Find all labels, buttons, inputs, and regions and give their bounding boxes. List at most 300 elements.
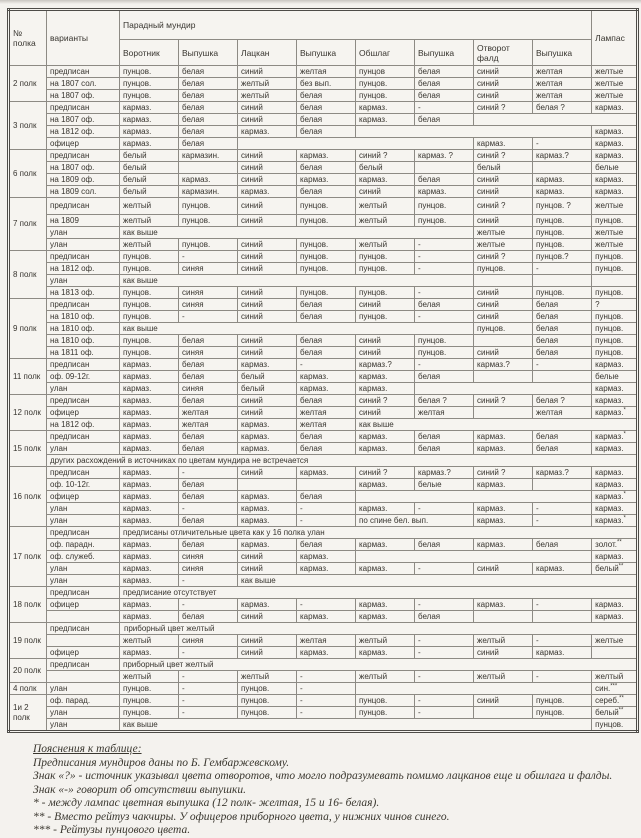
value-cell: желтый — [592, 671, 638, 683]
value-cell: пунцов. — [592, 287, 638, 299]
value-cell: желтая — [533, 90, 592, 102]
value-cell: кармаз. — [120, 395, 179, 407]
value-cell: белая — [179, 515, 238, 527]
value-cell: кармаз. — [238, 539, 297, 551]
span-cell: как выше — [120, 323, 474, 335]
value-cell: желтая — [533, 66, 592, 78]
value-cell: - — [415, 251, 474, 263]
value-cell: - — [297, 515, 356, 527]
value-cell: без вып. — [297, 78, 356, 90]
value-cell: белая — [297, 162, 356, 174]
value-cell: желтая — [297, 66, 356, 78]
table-row — [9, 455, 638, 467]
value-cell: синий — [238, 299, 297, 311]
variant-cell: улан — [47, 515, 120, 527]
footnote-line: Предписания мундиров даны по Б. Гембаржевскому. — [33, 756, 290, 769]
value-cell: кармаз. — [120, 503, 179, 515]
table-row — [9, 138, 638, 150]
table-row — [9, 719, 638, 732]
span-cell — [474, 114, 638, 126]
span-cell: приборный цвет желтый — [120, 623, 638, 635]
variant-cell — [47, 635, 120, 647]
variant-cell: предписан — [47, 251, 120, 263]
value-cell: пунцов. — [297, 251, 356, 263]
value-cell: кармаз. — [120, 491, 179, 503]
value-cell: кармаз. — [120, 563, 179, 575]
table-row — [9, 443, 638, 455]
value-cell: желтый — [356, 198, 415, 215]
value-cell: кармаз. — [474, 138, 533, 150]
regiment-cell: 12 полк — [9, 395, 47, 431]
value-cell: белая — [297, 311, 356, 323]
value-cell: кармаз. — [120, 479, 179, 491]
value-cell: синий — [238, 467, 297, 479]
span-cell — [356, 126, 592, 138]
value-cell: синий — [238, 347, 297, 359]
regiment-cell: 16 полк — [9, 467, 47, 527]
value-cell: кармаз. — [474, 443, 533, 455]
value-cell: - — [179, 503, 238, 515]
value-cell: пунцов. — [592, 215, 638, 227]
value-cell — [533, 479, 592, 491]
header-regiment-number: № полка — [9, 10, 47, 66]
variant-cell: на 1809 оф. — [47, 174, 120, 186]
value-cell: синий ? — [356, 395, 415, 407]
span-cell: предписание отсутствует — [120, 587, 638, 599]
value-cell: желтый — [356, 215, 415, 227]
value-cell: - — [533, 635, 592, 647]
table-body — [9, 66, 638, 732]
value-cell: кармаз. — [533, 174, 592, 186]
value-cell: кармаз. — [356, 599, 415, 611]
value-cell: - — [297, 671, 356, 683]
value-cell: кармаз. — [120, 539, 179, 551]
table-row — [9, 671, 638, 683]
value-cell: белый — [238, 371, 297, 383]
table-row — [9, 227, 638, 239]
value-cell: белая — [179, 126, 238, 138]
value-cell: кармаз. — [592, 479, 638, 491]
value-cell: белая — [533, 311, 592, 323]
value-cell: белая — [179, 90, 238, 102]
value-cell: пунцов. — [474, 263, 533, 275]
value-cell: кармаз. — [533, 647, 592, 659]
value-cell: пунцов. — [356, 78, 415, 90]
table-row — [9, 647, 638, 659]
value-cell: белая — [415, 114, 474, 126]
value-cell: кармаз. — [120, 443, 179, 455]
footnote-line: *** - Рейтузы пунцового цвета. — [33, 824, 191, 836]
value-cell: желтые — [592, 635, 638, 647]
table-row — [9, 383, 638, 395]
value-cell: белая — [533, 431, 592, 443]
value-cell: пунцов. — [120, 263, 179, 275]
value-cell: белая — [415, 371, 474, 383]
regiment-cell: 15 полк — [9, 431, 47, 467]
variant-cell: офицер — [47, 491, 120, 503]
value-cell: кармаз. — [356, 611, 415, 623]
variant-cell: улан — [47, 275, 120, 287]
table-row — [9, 114, 638, 126]
value-cell: синяя — [179, 635, 238, 647]
variant-cell: на 1809 сол. — [47, 186, 120, 198]
value-cell — [474, 275, 533, 287]
value-cell: кармаз. — [356, 479, 415, 491]
variant-cell: оф. парад. — [47, 695, 120, 707]
value-cell: белая — [179, 371, 238, 383]
value-cell: пунцов. — [297, 263, 356, 275]
value-cell: пунцов — [356, 66, 415, 78]
table-row — [9, 162, 638, 174]
header-variants: варианты — [47, 10, 120, 66]
value-cell: белый — [120, 150, 179, 162]
value-cell: пунцов. — [120, 683, 179, 695]
value-cell: кармаз. — [120, 611, 179, 623]
value-cell: кармаз. — [120, 102, 179, 114]
table-row — [9, 491, 638, 503]
value-cell — [238, 479, 297, 491]
value-cell: белая — [179, 102, 238, 114]
value-cell: белая — [297, 491, 356, 503]
value-cell: кармаз. — [297, 383, 356, 395]
value-cell: пунцов. — [356, 263, 415, 275]
value-cell — [474, 371, 533, 383]
value-cell: синий — [238, 395, 297, 407]
value-cell: - — [297, 359, 356, 371]
value-cell: белая — [179, 479, 238, 491]
span-cell: как выше — [120, 227, 474, 239]
value-cell: - — [415, 695, 474, 707]
value-cell: пунцов. — [356, 311, 415, 323]
subheader-3: Выпушка — [297, 40, 356, 66]
value-cell: кармаз. — [120, 407, 179, 419]
value-cell: кармаз. — [120, 431, 179, 443]
value-cell: белая ? — [415, 395, 474, 407]
value-cell: белый** — [592, 707, 638, 719]
value-cell: пунцов. — [297, 215, 356, 227]
value-cell: кармаз. — [474, 539, 533, 551]
variant-cell: на 1807 оф. — [47, 162, 120, 174]
value-cell: синий — [238, 287, 297, 299]
value-cell: кармаз. — [297, 150, 356, 162]
variant-cell: предписан — [47, 66, 120, 78]
value-cell: синий — [238, 611, 297, 623]
subheader-2: Лацкан — [238, 40, 297, 66]
value-cell: белая — [415, 431, 474, 443]
variant-cell: на 1810 оф. — [47, 323, 120, 335]
table-row — [9, 126, 638, 138]
table-row — [9, 527, 638, 539]
value-cell: кармаз. — [592, 186, 638, 198]
table-row — [9, 395, 638, 407]
value-cell: кармаз. — [238, 503, 297, 515]
value-cell: пунцов. — [533, 287, 592, 299]
variant-cell: на 1807 сол. — [47, 78, 120, 90]
value-cell: синий — [474, 66, 533, 78]
value-cell: синий — [356, 407, 415, 419]
value-cell: желтый — [120, 215, 179, 227]
value-cell: кармаз. — [120, 126, 179, 138]
variant-cell: предписан — [47, 299, 120, 311]
value-cell: пунцов. — [533, 215, 592, 227]
value-cell: пунцов. — [179, 239, 238, 251]
variant-cell: предписан — [47, 395, 120, 407]
value-cell: белая — [533, 323, 592, 335]
value-cell: пунцов. — [592, 323, 638, 335]
table-row — [9, 251, 638, 263]
variant-cell: улан — [47, 575, 120, 587]
value-cell: желтые — [592, 239, 638, 251]
value-cell: синий ? — [356, 467, 415, 479]
value-cell: желтый — [474, 635, 533, 647]
footnotes — [33, 743, 628, 838]
value-cell: белая — [415, 90, 474, 102]
table-row — [9, 539, 638, 551]
value-cell: синий ? — [356, 150, 415, 162]
value-cell: синяя — [179, 563, 238, 575]
value-cell: желтая — [297, 635, 356, 647]
value-cell: кармаз. — [533, 563, 592, 575]
value-cell: кармаз. — [356, 114, 415, 126]
value-cell — [474, 611, 533, 623]
value-cell: желтые — [592, 66, 638, 78]
value-cell: белый — [356, 162, 415, 174]
value-cell: белая — [179, 335, 238, 347]
value-cell: кармаз. — [238, 443, 297, 455]
variant-cell: предписан — [47, 623, 120, 635]
span-cell: приборный цвет желтый — [120, 659, 638, 671]
value-cell: синий — [356, 299, 415, 311]
variant-cell: на 1811 оф. — [47, 347, 120, 359]
value-cell — [533, 611, 592, 623]
value-cell: пунцов. — [120, 335, 179, 347]
value-cell: белая ? — [533, 102, 592, 114]
value-cell: синяя — [179, 347, 238, 359]
value-cell — [533, 371, 592, 383]
value-cell: кармаз. — [592, 150, 638, 162]
table-row — [9, 102, 638, 114]
table-row — [9, 503, 638, 515]
value-cell: сереб.** — [592, 695, 638, 707]
value-cell: белая — [179, 395, 238, 407]
value-cell: синяя — [179, 287, 238, 299]
value-cell: белая — [297, 335, 356, 347]
value-cell: белая — [179, 78, 238, 90]
value-cell: кармаз. — [297, 174, 356, 186]
value-cell: синий — [474, 347, 533, 359]
table-row — [9, 186, 638, 198]
value-cell: - — [297, 695, 356, 707]
value-cell: желтый — [356, 239, 415, 251]
value-cell: - — [297, 503, 356, 515]
footnote-lines — [33, 757, 628, 838]
value-cell: пунцов. — [533, 227, 592, 239]
value-cell: желтые — [592, 90, 638, 102]
value-cell: пунцов. — [238, 695, 297, 707]
value-cell: белая — [533, 443, 592, 455]
value-cell: золот.** — [592, 539, 638, 551]
value-cell: пунцов. — [120, 347, 179, 359]
value-cell: пунцов. — [592, 263, 638, 275]
value-cell: белая — [297, 443, 356, 455]
value-cell: синий — [238, 150, 297, 162]
value-cell: кармаз. — [592, 174, 638, 186]
variant-cell: на 1812 оф. — [47, 126, 120, 138]
value-cell: кармаз. — [592, 467, 638, 479]
table-row — [9, 599, 638, 611]
value-cell: пунцов. — [238, 707, 297, 719]
table-row — [9, 695, 638, 707]
regiment-cell: 2 полк — [9, 66, 47, 102]
value-cell: - — [179, 599, 238, 611]
value-cell: кармаз. — [356, 443, 415, 455]
table-row — [9, 371, 638, 383]
value-cell: желтая — [179, 419, 238, 431]
variant-cell — [47, 611, 120, 623]
table-row — [9, 198, 638, 215]
value-cell: белая — [179, 443, 238, 455]
regiment-cell: 20 полк — [9, 659, 47, 683]
value-cell: белая — [179, 611, 238, 623]
value-cell: кармаз. — [120, 551, 179, 563]
value-cell: синяя — [179, 263, 238, 275]
table-row — [9, 347, 638, 359]
value-cell: синий — [238, 311, 297, 323]
span-cell: как выше — [356, 419, 638, 431]
value-cell: ? — [592, 299, 638, 311]
variant-cell: на 1810 оф. — [47, 311, 120, 323]
value-cell: синий — [238, 114, 297, 126]
value-cell: кармаз. — [297, 551, 356, 563]
table-row — [9, 515, 638, 527]
variant-cell: оф. служеб. — [47, 551, 120, 563]
value-cell: кармаз.? — [474, 359, 533, 371]
table-row — [9, 174, 638, 186]
variant-cell: улан — [47, 719, 120, 732]
value-cell: пунцов. — [356, 251, 415, 263]
variant-cell: предписан — [47, 659, 120, 671]
value-cell: - — [415, 707, 474, 719]
value-cell: кармаз. — [120, 467, 179, 479]
value-cell: кармаз. — [120, 647, 179, 659]
value-cell: синий — [474, 299, 533, 311]
value-cell: желтые — [592, 78, 638, 90]
value-cell: кармаз.* — [592, 491, 638, 503]
value-cell: пунцов.? — [533, 251, 592, 263]
variant-cell: предписан — [47, 359, 120, 371]
value-cell: кармаз. — [238, 126, 297, 138]
value-cell: - — [533, 138, 592, 150]
value-cell — [592, 647, 638, 659]
value-cell: - — [415, 599, 474, 611]
value-cell: белая — [179, 491, 238, 503]
value-cell: желтый — [120, 671, 179, 683]
value-cell: пунцов. — [592, 311, 638, 323]
value-cell: кармаз. — [238, 359, 297, 371]
value-cell: белый — [238, 383, 297, 395]
regiment-cell: 19 полк — [9, 623, 47, 659]
table-row — [9, 467, 638, 479]
value-cell: желтая — [297, 407, 356, 419]
value-cell: кармаз. — [238, 515, 297, 527]
value-cell: белая — [297, 299, 356, 311]
table-row — [9, 263, 638, 275]
value-cell: белая — [297, 114, 356, 126]
span-cell: как выше — [120, 275, 474, 287]
value-cell: - — [179, 683, 238, 695]
table-row — [9, 299, 638, 311]
value-cell: белая — [533, 335, 592, 347]
table-row — [9, 150, 638, 162]
table-row — [9, 575, 638, 587]
value-cell: синий — [356, 186, 415, 198]
value-cell: - — [179, 707, 238, 719]
value-cell: кармаз. — [474, 599, 533, 611]
variant-cell: офицер — [47, 138, 120, 150]
value-cell: кармаз. — [356, 563, 415, 575]
value-cell: белые — [415, 479, 474, 491]
value-cell: - — [533, 599, 592, 611]
value-cell: синяя — [179, 551, 238, 563]
value-cell: пунцов. — [179, 215, 238, 227]
value-cell: желтый — [120, 198, 179, 215]
value-cell: кармаз. — [297, 563, 356, 575]
value-cell: пунцов. — [356, 707, 415, 719]
regiment-cell: 3 полк — [9, 102, 47, 150]
value-cell — [179, 162, 238, 174]
value-cell: синий — [238, 174, 297, 186]
value-cell: желтый — [238, 90, 297, 102]
table-row — [9, 707, 638, 719]
value-cell: - — [179, 575, 238, 587]
value-cell: белая ? — [533, 395, 592, 407]
value-cell: кармаз. — [238, 186, 297, 198]
value-cell: желтая — [297, 419, 356, 431]
value-cell: пунцов. — [120, 66, 179, 78]
variant-cell: улан — [47, 563, 120, 575]
scanned-page — [0, 4, 641, 838]
subheader-5: Выпушка — [415, 40, 474, 66]
table-row — [9, 90, 638, 102]
value-cell: синий — [474, 647, 533, 659]
value-cell: белая — [297, 539, 356, 551]
value-cell: кармаз. — [120, 371, 179, 383]
value-cell: кармаз. — [238, 419, 297, 431]
value-cell: белый — [474, 162, 533, 174]
value-cell: синий — [238, 239, 297, 251]
value-cell: кармаз. — [415, 186, 474, 198]
value-cell: белая — [415, 443, 474, 455]
value-cell: кармаз.? — [415, 467, 474, 479]
table-row — [9, 479, 638, 491]
value-cell: пунцов. — [120, 695, 179, 707]
value-cell: синий ? — [474, 102, 533, 114]
value-cell — [474, 335, 533, 347]
variant-cell: офицер — [47, 407, 120, 419]
regiment-cell: 1и 2 полк — [9, 695, 47, 732]
table-row — [9, 683, 638, 695]
span-cell — [238, 138, 474, 150]
regiment-cell: 11 полк — [9, 359, 47, 395]
value-cell: кармаз. — [592, 102, 638, 114]
value-cell: пунцов. — [120, 311, 179, 323]
value-cell: синий — [238, 263, 297, 275]
value-cell: желтые — [592, 198, 638, 215]
value-cell: желтая — [533, 78, 592, 90]
value-cell — [592, 275, 638, 287]
regiment-cell: 4 полк — [9, 683, 47, 695]
value-cell: синий — [474, 695, 533, 707]
